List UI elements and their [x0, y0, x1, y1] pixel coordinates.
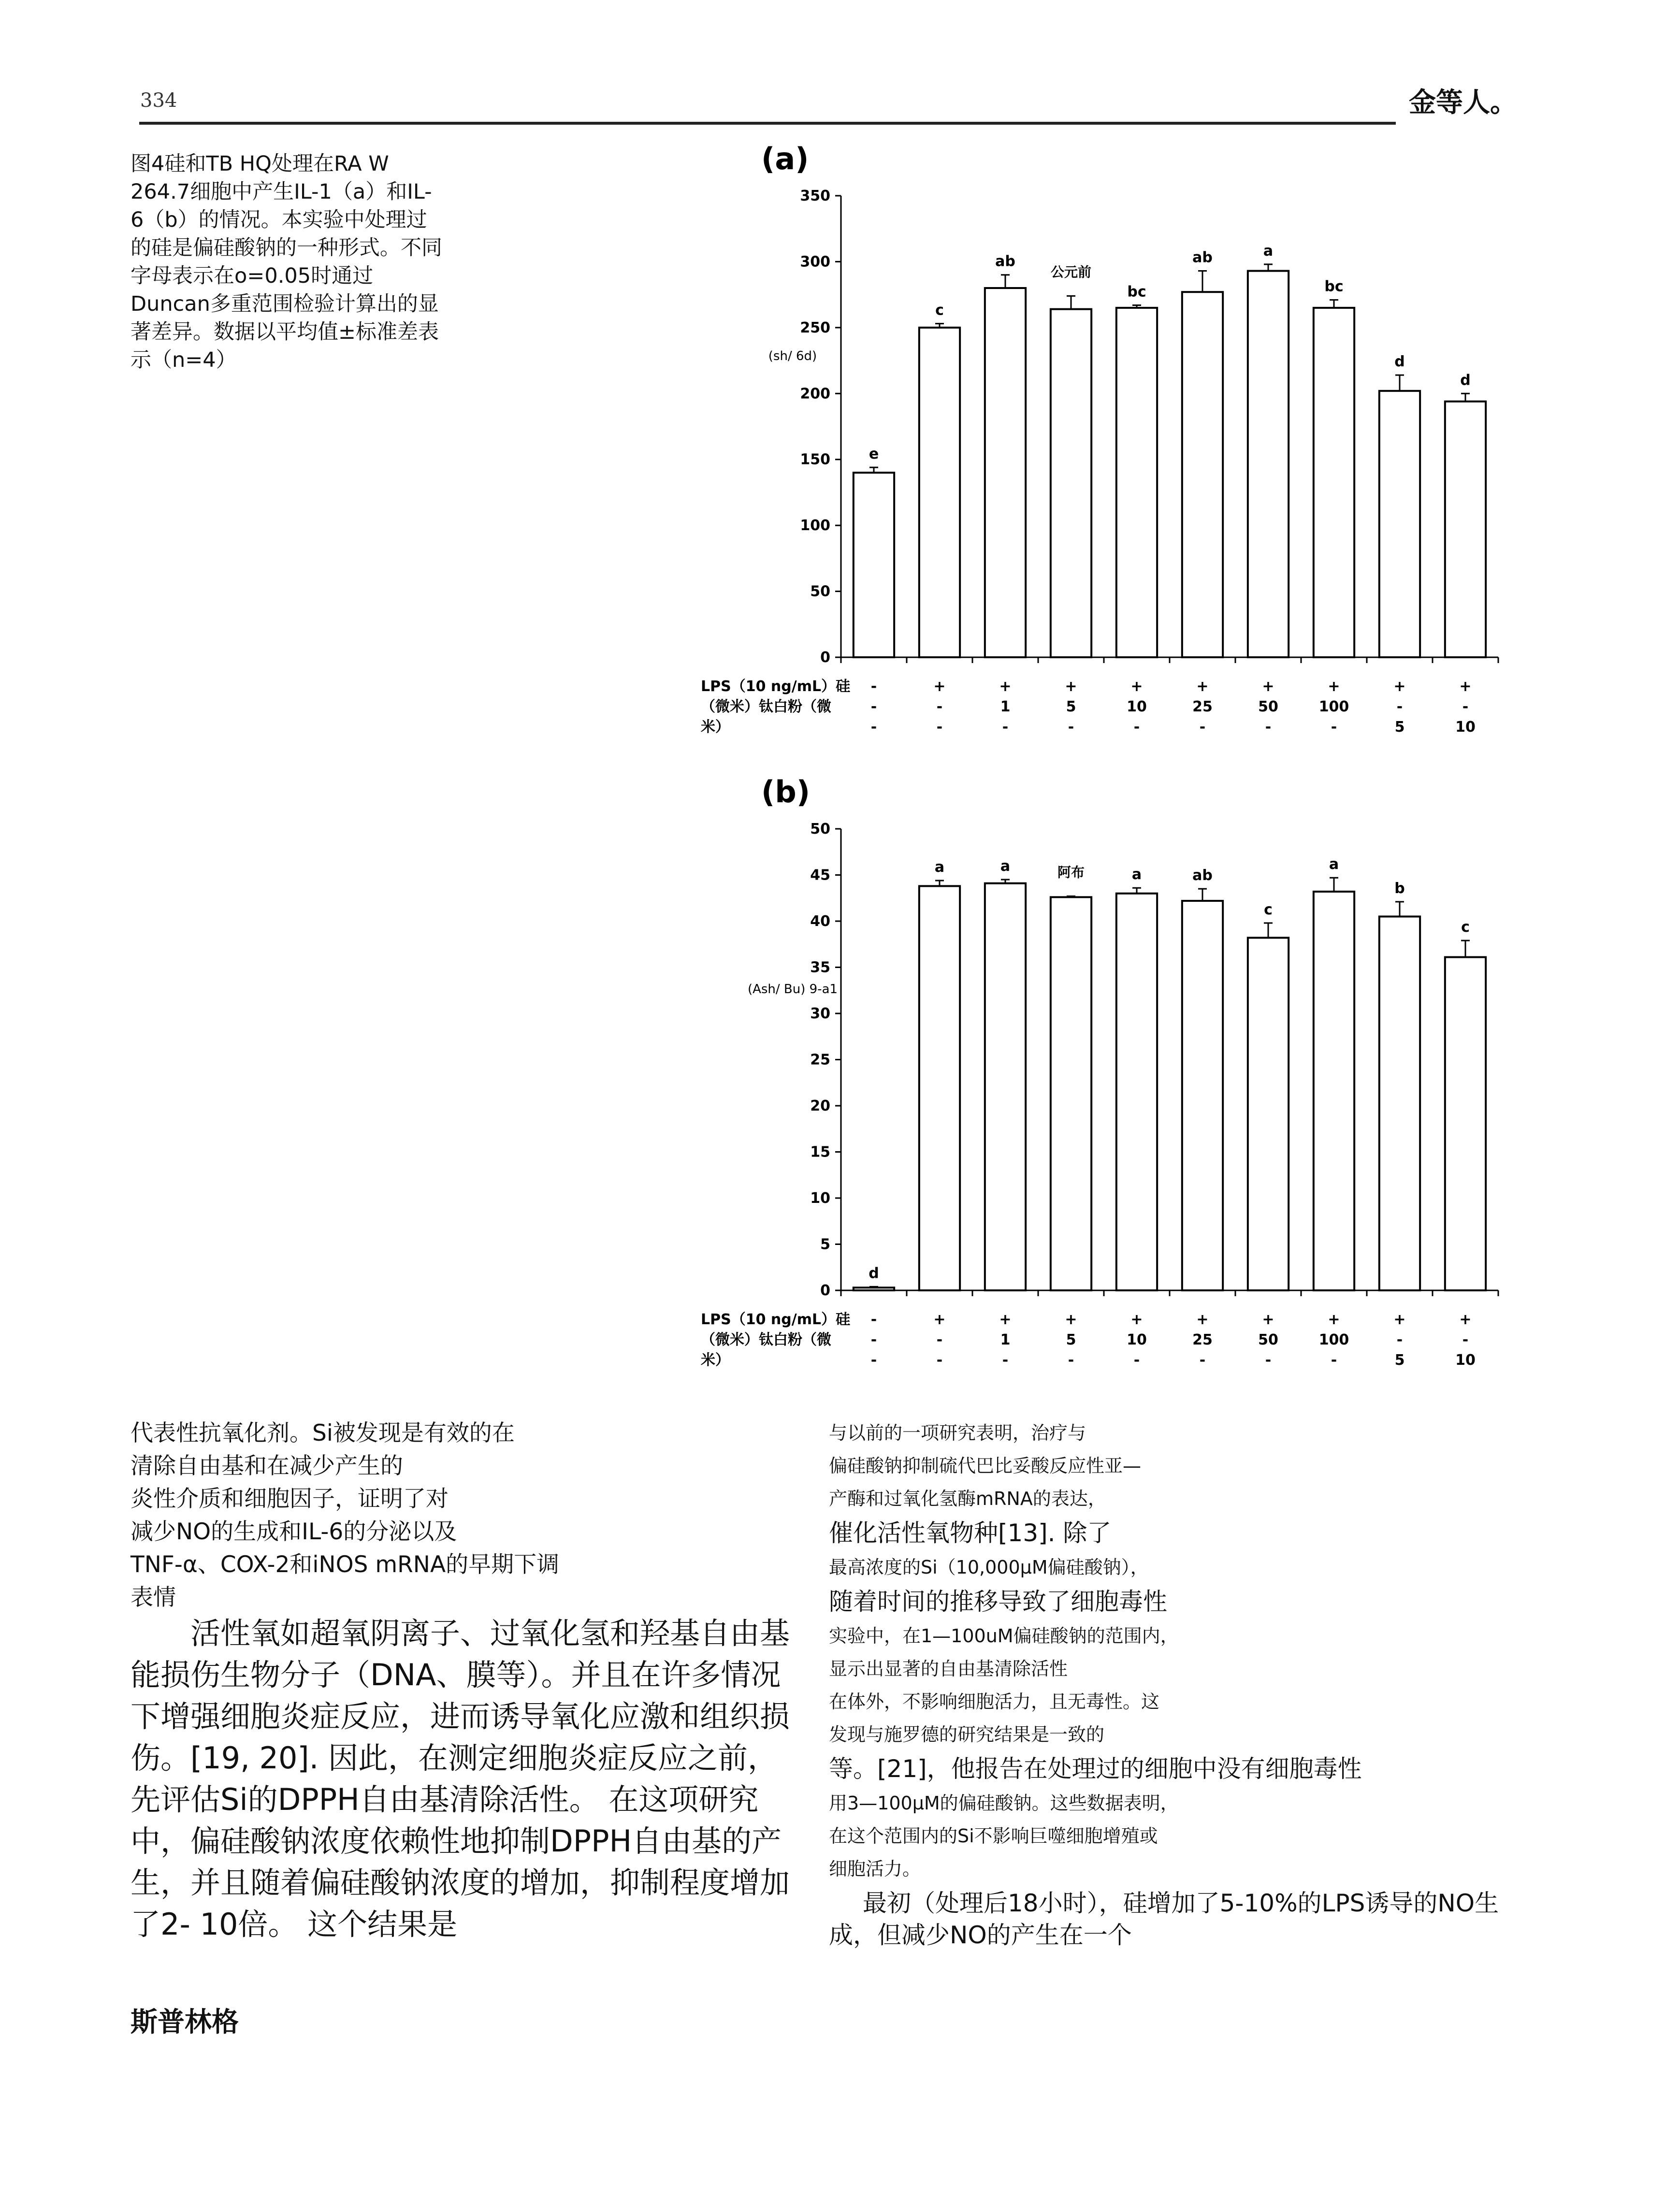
- significance-letter: ab: [1192, 249, 1213, 266]
- significance-letter: a: [934, 858, 945, 876]
- treatment-value: +: [1393, 1311, 1406, 1328]
- significance-letter: e: [869, 446, 879, 463]
- treatment-row-label: LPS（10 ng/mL）硅: [701, 678, 851, 695]
- treatment-row-label: LPS（10 ng/mL）硅: [701, 1311, 851, 1328]
- treatment-value: 5: [1066, 1331, 1076, 1348]
- treatment-value: -: [936, 719, 943, 736]
- treatment-value: -: [870, 1331, 877, 1348]
- treatment-value: +: [1328, 1311, 1340, 1328]
- bar: [1182, 292, 1223, 657]
- bar: [1379, 916, 1420, 1290]
- treatment-value: +: [1196, 1311, 1209, 1328]
- treatment-value: 1: [1000, 1331, 1011, 1348]
- treatment-value: +: [1393, 678, 1406, 695]
- bar: [919, 328, 960, 657]
- treatment-value: +: [1262, 678, 1274, 695]
- treatment-value: +: [999, 678, 1012, 695]
- treatment-value: 100: [1318, 1331, 1349, 1348]
- treatment-value: -: [936, 698, 943, 715]
- y-tick-label: 150: [800, 451, 830, 468]
- bar: [1116, 308, 1157, 657]
- significance-letter: b: [1394, 880, 1405, 897]
- body-line: TNF-α、COX-2和iNOS mRNA的早期下调: [130, 1551, 560, 1578]
- treatment-value: +: [933, 1311, 946, 1328]
- treatment-value: 5: [1394, 719, 1405, 736]
- treatment-value: -: [870, 678, 877, 695]
- treatment-value: -: [1265, 719, 1272, 736]
- treatment-value: -: [1396, 698, 1403, 715]
- bar-annotation: 公元前: [1050, 264, 1092, 280]
- treatment-row-label: （微米）钛白粉（微: [701, 1331, 831, 1348]
- treatment-value: -: [870, 719, 877, 736]
- bar: [1116, 894, 1157, 1290]
- y-tick-label: 0: [820, 649, 830, 666]
- panel-label: (b): [761, 774, 811, 810]
- bar: [1051, 897, 1091, 1290]
- body-line: 在体外，不影响细胞活力，且无毒性。这: [829, 1691, 1160, 1712]
- bar: [1379, 391, 1420, 657]
- y-tick-label: 35: [810, 959, 830, 976]
- body-line: 产酶和过氧化氢酶mRNA的表达，: [829, 1488, 1106, 1509]
- treatment-row-label: （微米）钛白粉（微: [701, 698, 831, 715]
- y-tick-label: 15: [810, 1143, 830, 1161]
- significance-letter: c: [1264, 901, 1273, 918]
- y-tick-label: 45: [810, 867, 830, 884]
- y-tick-label: 100: [800, 517, 830, 535]
- body-line: 与以前的一项研究表明，治疗与: [829, 1422, 1086, 1444]
- significance-letter: ab: [1192, 867, 1213, 884]
- treatment-value: 1: [1000, 698, 1011, 715]
- body-paragraph: 最初（处理后18小时），硅增加了5-10%的LPS诱导的NO生成，但减少NO的产生在一个: [829, 1889, 1499, 1949]
- body-line: 炎性介质和细胞因子，证明了对: [130, 1486, 449, 1512]
- treatment-value: -: [1265, 1352, 1272, 1369]
- body-line: 用3—100μM的偏硅酸钠。这些数据表明，: [829, 1793, 1179, 1814]
- significance-letter: a: [1263, 242, 1274, 260]
- treatment-value: -: [1068, 719, 1074, 736]
- treatment-value: -: [1068, 1352, 1074, 1369]
- figure-caption: 图4硅和TB HQ处理在RA W 264.7细胞中产生IL-1（a）和IL-6（b）的情况。本实验中处理过的硅是偏硅酸钠的一种形式。不同字母表示在ο=0.05时通过Duncan多重范围检验计算出的显著差异。数据以平均值±标准差表示（n=4）: [130, 152, 442, 372]
- bar-annotation: 阿布: [1057, 864, 1085, 881]
- significance-letter: d: [1394, 353, 1405, 371]
- treatment-value: +: [1065, 1311, 1077, 1328]
- treatment-value: +: [933, 678, 946, 695]
- bar: [1248, 271, 1289, 657]
- bar: [919, 886, 960, 1290]
- panel-label: (a): [761, 141, 809, 176]
- y-tick-label: 40: [810, 913, 830, 930]
- treatment-value: -: [1133, 1352, 1140, 1369]
- y-tick-label: 20: [810, 1098, 830, 1114]
- bar: [985, 288, 1026, 657]
- body-paragraph: 活性氧如超氧阴离子、过氧化氢和羟基自由基能损伤生物分子（DNA、膜等）。并且在许多情况下增强细胞炎症反应，进而诱导氧化应激和组织损伤。[19, 20]. 因此，在测定细胞炎症反应之前，先评估Si的DPPH自由基清除活性。 在这项研究中，偏硅酸钠浓度依赖性地抑制DPPH自由基的产生，并且随着偏硅酸钠浓度的增加，抑制程度增加了2- 10倍。 这个结果是: [130, 1616, 790, 1942]
- y-tick-label: 300: [800, 253, 830, 271]
- treatment-value: -: [936, 1352, 943, 1369]
- treatment-value: 5: [1394, 1352, 1405, 1369]
- significance-letter: a: [1000, 858, 1011, 875]
- treatment-value: +: [1328, 678, 1340, 695]
- treatment-value: +: [1262, 1311, 1274, 1328]
- treatment-value: +: [999, 1311, 1012, 1328]
- y-tick-label: 30: [810, 1005, 830, 1022]
- body-line: 偏硅酸钠抑制硫代巴比妥酸反应性亚—: [829, 1455, 1142, 1476]
- treatment-value: -: [1331, 1352, 1337, 1369]
- bar: [854, 473, 894, 657]
- treatment-value: +: [1459, 678, 1472, 695]
- significance-letter: c: [935, 302, 944, 319]
- y-tick-label: 0: [820, 1282, 830, 1299]
- treatment-row-label: 米）: [701, 719, 730, 736]
- treatment-value: 25: [1192, 698, 1213, 715]
- body-line: 细胞活力。: [829, 1858, 921, 1879]
- treatment-value: 50: [1258, 698, 1278, 715]
- body-line: 实验中，在1—100uM偏硅酸钠的范围内，: [829, 1625, 1179, 1647]
- body-line: 等。[21]，他报告在处理过的细胞中没有细胞毒性: [829, 1755, 1362, 1783]
- y-tick-label: 25: [810, 1051, 830, 1069]
- body-line: 代表性抗氧化剂。Si被发现是有效的在: [130, 1420, 515, 1446]
- treatment-value: 5: [1066, 698, 1076, 715]
- chart-il1: [696, 140, 1513, 759]
- right-column: [829, 1418, 1506, 1955]
- treatment-value: 100: [1318, 698, 1349, 715]
- treatment-value: +: [1459, 1311, 1472, 1328]
- body-line: 清除自由基和在减少产生的: [130, 1453, 403, 1479]
- significance-letter: bc: [1127, 283, 1146, 301]
- y-tick-label: 350: [800, 188, 830, 204]
- treatment-value: 10: [1455, 719, 1476, 736]
- bar: [1314, 892, 1354, 1290]
- significance-letter: d: [1460, 372, 1471, 389]
- treatment-value: -: [936, 1331, 943, 1348]
- bar: [1182, 901, 1223, 1290]
- treatment-value: 10: [1127, 1331, 1147, 1348]
- treatment-value: 10: [1127, 698, 1147, 715]
- treatment-value: +: [1196, 678, 1209, 695]
- bar: [1445, 957, 1486, 1290]
- body-line: 发现与施罗德的研究结果是一致的: [829, 1724, 1105, 1745]
- page-number: 334: [140, 89, 177, 112]
- treatment-value: -: [1133, 719, 1140, 736]
- body-line: 显示出显著的自由基清除活性: [829, 1658, 1068, 1679]
- y-tick-label: 5: [820, 1236, 830, 1253]
- significance-letter: c: [1461, 919, 1470, 936]
- treatment-value: 50: [1258, 1331, 1278, 1348]
- treatment-value: -: [870, 1311, 877, 1328]
- body-line: 在这个范围内的Si不影响巨噬细胞增殖或: [829, 1825, 1158, 1847]
- treatment-value: -: [1396, 1331, 1403, 1348]
- significance-letter: ab: [995, 253, 1015, 270]
- treatment-value: -: [1462, 698, 1469, 715]
- chart-il6: [696, 773, 1513, 1392]
- significance-letter: a: [1131, 866, 1142, 883]
- significance-letter: bc: [1324, 278, 1344, 295]
- bar: [1314, 308, 1354, 657]
- treatment-value: +: [1130, 1311, 1143, 1328]
- body-line: 催化活性氧物种[13]. 除了: [829, 1519, 1112, 1547]
- treatment-value: +: [1065, 678, 1077, 695]
- treatment-value: -: [1331, 719, 1337, 736]
- treatment-row-label: 米）: [701, 1352, 730, 1369]
- significance-letter: d: [869, 1265, 879, 1282]
- body-line: 随着时间的推移导致了细胞毒性: [829, 1588, 1167, 1616]
- running-header-authors: 金等人。: [1409, 87, 1517, 118]
- bar: [1051, 309, 1091, 657]
- significance-letter: a: [1329, 856, 1339, 873]
- header-rule: [139, 122, 1396, 125]
- treatment-value: -: [870, 1352, 877, 1369]
- bar: [1248, 938, 1289, 1290]
- bar: [1445, 402, 1486, 657]
- bar: [985, 883, 1026, 1290]
- treatment-value: -: [1002, 1352, 1009, 1369]
- treatment-value: -: [1462, 1331, 1469, 1348]
- y-axis-label: (Ash/ Bu) 9-a1: [747, 982, 838, 997]
- y-tick-label: 250: [800, 319, 830, 336]
- y-tick-label: 50: [810, 583, 830, 600]
- y-tick-label: 10: [810, 1190, 830, 1207]
- body-line: 表情: [130, 1584, 176, 1611]
- treatment-value: -: [1199, 719, 1206, 736]
- treatment-value: 25: [1192, 1331, 1213, 1348]
- treatment-value: 10: [1455, 1352, 1476, 1369]
- publisher-footer: 斯普林格: [130, 2007, 239, 2038]
- treatment-value: -: [1002, 719, 1009, 736]
- y-axis-label: (sh/ 6d): [768, 349, 817, 363]
- left-column: [130, 1418, 802, 1945]
- body-line: 最高浓度的Si（10,000μM偏硅酸钠），: [829, 1557, 1149, 1578]
- treatment-value: +: [1130, 678, 1143, 695]
- treatment-value: -: [1199, 1352, 1206, 1369]
- y-tick-label: 50: [810, 821, 830, 838]
- body-line: 减少NO的生成和IL-6的分泌以及: [130, 1518, 457, 1545]
- bar: [854, 1287, 894, 1290]
- treatment-value: -: [870, 698, 877, 715]
- y-tick-label: 200: [800, 385, 830, 403]
